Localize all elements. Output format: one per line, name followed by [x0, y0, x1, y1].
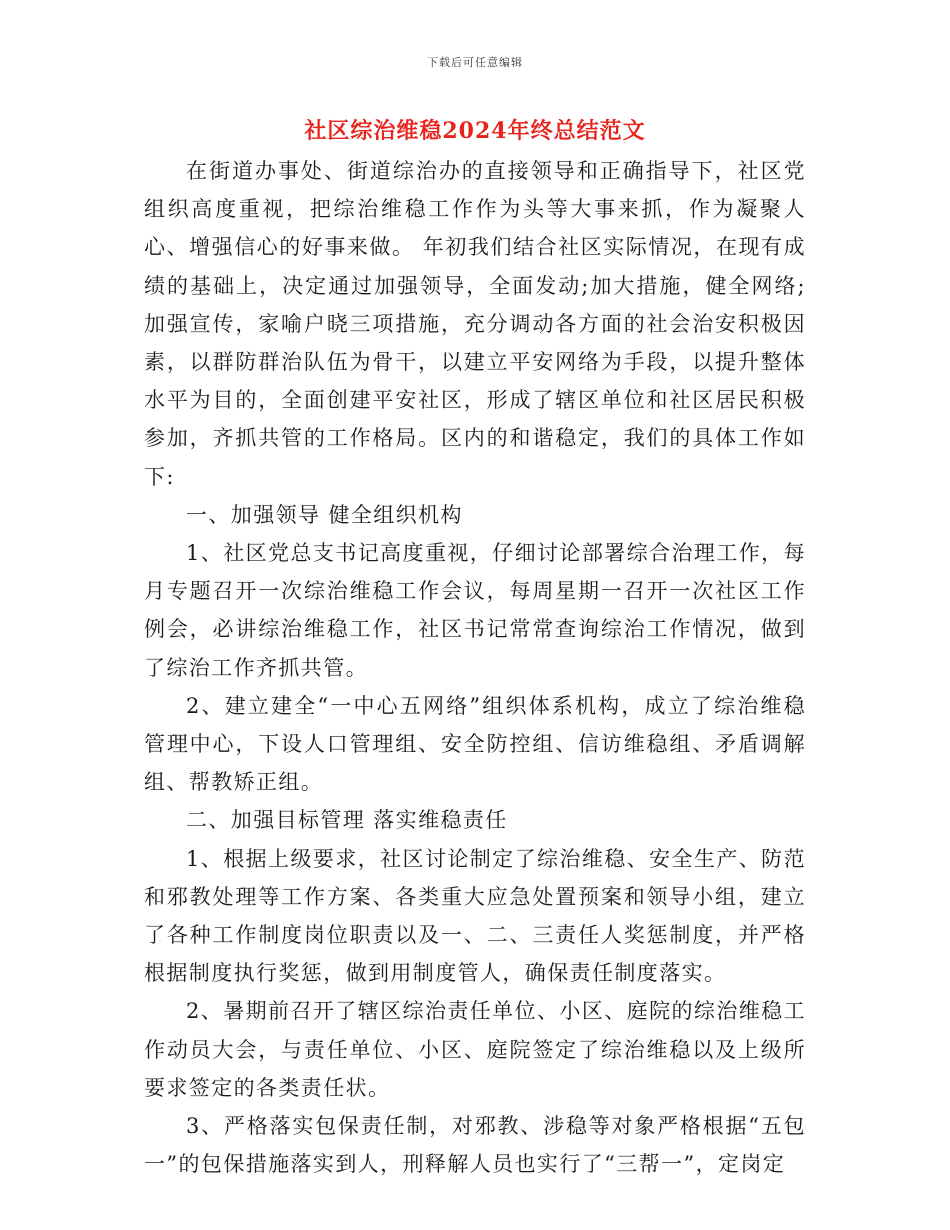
- paragraph-2-2: 2、暑期前召开了辖区综治责任单位、小区、庭院的综治维稳工作动员大会，与责任单位、小区、庭院签定了综治维稳以及上级所要求签定的各类责任状。: [144, 999, 806, 1100]
- paragraph-2-3: 3、严格落实包保责任制，对邪教、涉稳等对象严格根据“五包一”的包保措施落实到人，刑释解人员也实行了“三帮一”，定岗定: [144, 1114, 806, 1177]
- section-heading-1: 一、加强领导 健全组织机构: [186, 502, 463, 527]
- document-title: 社区综治维稳2024年终总结范文: [304, 118, 646, 144]
- paragraph-intro: 在街道办事处、街道综治办的直接领导和正确指导下，社区党组织高度重视，把综治维稳工作作为头等大事来抓，作为凝聚人心、增强信心的好事来做。 年初我们结合社区实际情况，在现有成绩的基础上，决定通过加强领导，全面发动;加大措施，健全网络;加强宣传，家喻户晓三项措施，充分调动各方面的社会治安积极因素，以群防群治队伍为骨干，以建立平安网络为手段，以提升整体水平为目的，全面创建平安社区，形成了辖区单位和社区居民积极参加，齐抓共管的工作格局。区内的和谐稳定，我们的具体工作如下:: [144, 159, 806, 489]
- paragraph-1-2: 2、建立建全“一中心五网络”组织体系机构，成立了综治维稳管理中心，下设人口管理组、安全防控组、信访维稳组、矛盾调解组、帮教矫正组。: [144, 693, 806, 795]
- paragraph-1-1: 1、社区党总支书记高度重视，仔细讨论部署综合治理工作，每月专题召开一次综治维稳工作会议，每周星期一召开一次社区工作例会，必讲综治维稳工作，社区书记常常查询综治工作情况，做到了综治工作齐抓共管。: [144, 541, 806, 680]
- document-body: [144, 152, 806, 1183]
- page-header-note: 下载后可任意编辑: [427, 56, 523, 69]
- paragraph-2-1: 1、根据上级要求，社区讨论制定了综治维稳、安全生产、防范和邪教处理等工作方案、各类重大应急处置预案和领导小组，建立了各种工作制度岗位职责以及一、二、三责任人奖惩制度，并严格根据制度执行奖惩，做到用制度管人，确保责任制度落实。: [144, 846, 806, 986]
- section-heading-2: 二、加强目标管理 落实维稳责任: [186, 808, 508, 833]
